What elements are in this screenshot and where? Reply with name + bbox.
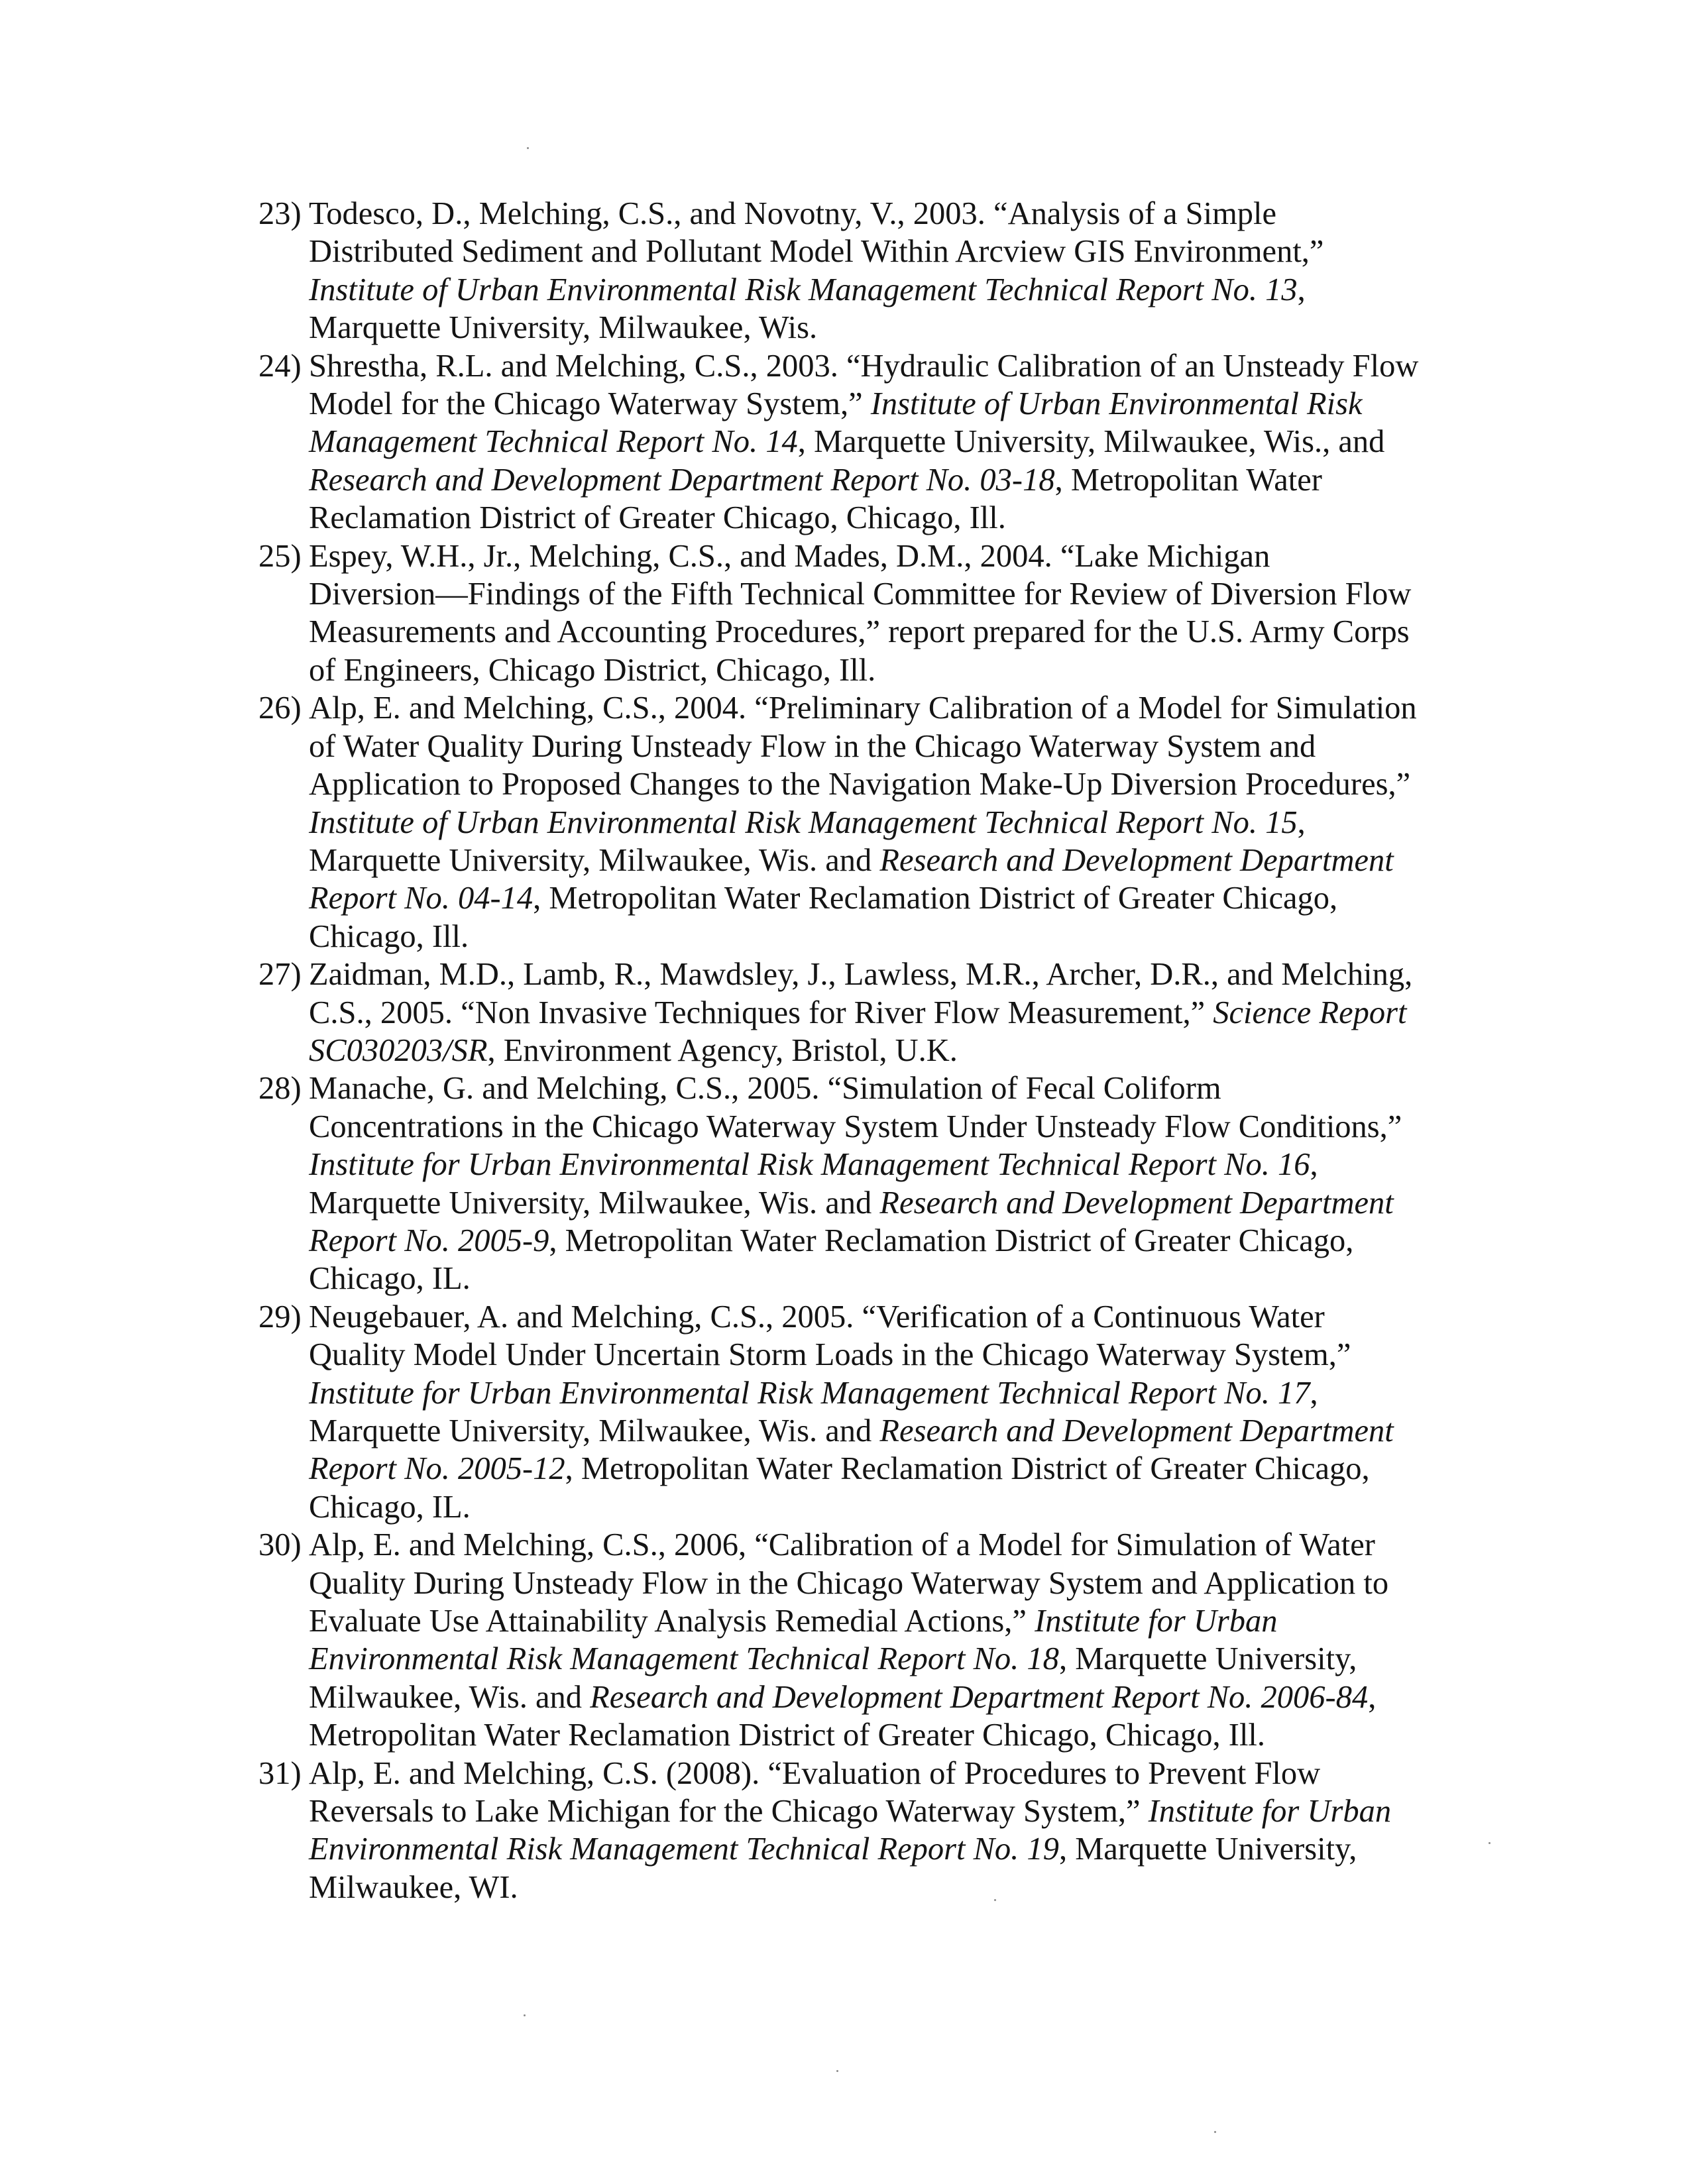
reference-entry xyxy=(258,689,1445,956)
italic-citation-segment: SC030203/SR xyxy=(309,1032,488,1068)
text-segment: Chicago, IL. xyxy=(309,1261,471,1297)
text-segment: Neugebauer, A. and Melching, C.S., 2005. “Verification of a Continuous Water xyxy=(309,1299,1325,1335)
italic-citation-segment: Research and Development Department xyxy=(879,1413,1394,1448)
reference-line xyxy=(309,994,1445,1032)
text-segment: , xyxy=(1297,272,1306,307)
text-segment: Zaidman, M.D., Lamb, R., Mawdsley, J., Lawless, M.R., Archer, D.R., and Melching, xyxy=(309,957,1413,993)
reference-line xyxy=(309,1108,1445,1146)
text-segment: Milwaukee, WI. xyxy=(309,1869,518,1905)
reference-line xyxy=(309,804,1445,842)
text-segment: , Metropolitan Water Reclamation District of Greater Chicago, xyxy=(533,881,1338,916)
reference-line xyxy=(309,1526,1445,1564)
text-segment: , Metropolitan Water Reclamation District of Greater Chicago, xyxy=(549,1223,1354,1258)
reference-entry xyxy=(258,1526,1445,1754)
reference-text xyxy=(309,1526,1445,1754)
reference-line xyxy=(309,956,1445,993)
text-segment: C.S., 2005. “Non Invasive Techniques for River Flow Measurement,” xyxy=(309,995,1213,1030)
reference-line xyxy=(309,1602,1445,1640)
reference-line xyxy=(309,461,1445,499)
reference-line xyxy=(309,499,1445,537)
reference-line xyxy=(309,1755,1445,1792)
italic-citation-segment: Environmental Risk Management Technical Report No. 19 xyxy=(309,1831,1059,1867)
text-segment: , Marquette University, Milwaukee, Wis., and xyxy=(797,424,1385,460)
text-segment: Diversion—Findings of the Fifth Technical Committee for Review of Diversion Flow xyxy=(309,576,1412,612)
text-segment: Marquette University, Milwaukee, Wis. xyxy=(309,310,818,346)
reference-line xyxy=(309,1336,1445,1374)
text-segment: Shrestha, R.L. and Melching, C.S., 2003. “Hydraulic Calibration of an Unsteady Flow xyxy=(309,348,1419,384)
italic-citation-segment: Institute for Urban Environmental Risk Management Technical Report No. 16 xyxy=(309,1147,1310,1183)
reference-line xyxy=(309,1146,1445,1183)
reference-text xyxy=(309,689,1445,956)
text-segment: Chicago, Ill. xyxy=(309,918,469,954)
text-segment: , Environment Agency, Bristol, U.K. xyxy=(487,1032,958,1068)
reference-number: 23) xyxy=(258,196,302,231)
text-segment: Marquette University, Milwaukee, Wis. and xyxy=(309,1185,880,1221)
text-segment: Alp, E. and Melching, C.S., 2004. “Preliminary Calibration of a Model for Simulation xyxy=(309,690,1417,726)
reference-number: 31) xyxy=(258,1755,302,1791)
scan-speck xyxy=(994,1899,996,1901)
reference-line xyxy=(309,1260,1445,1297)
reference-line xyxy=(309,1564,1445,1602)
text-segment: Todesco, D., Melching, C.S., and Novotny, V., 2003. “Analysis of a Simple xyxy=(309,196,1277,231)
reference-text xyxy=(309,956,1445,1069)
text-segment: , xyxy=(1368,1679,1377,1715)
reference-text xyxy=(309,537,1445,690)
reference-entry xyxy=(258,956,1445,1069)
italic-citation-segment: Institute for Urban xyxy=(1035,1604,1278,1639)
text-segment: Distributed Sediment and Pollutant Model Within Arcview GIS Environment,” xyxy=(309,234,1324,270)
reference-line xyxy=(309,233,1445,270)
reference-line xyxy=(309,728,1445,765)
reference-line xyxy=(309,842,1445,879)
reference-number: 29) xyxy=(258,1299,302,1335)
reference-entry xyxy=(258,1298,1445,1526)
text-segment: Reversals to Lake Michigan for the Chicago Waterway System,” xyxy=(309,1794,1149,1829)
italic-citation-segment: Research and Development Department Report No. 2006-84 xyxy=(590,1679,1369,1715)
italic-citation-segment: Report No. 04-14 xyxy=(309,881,534,916)
text-segment: Metropolitan Water Reclamation District of Greater Chicago, Chicago, Ill. xyxy=(309,1718,1266,1753)
text-segment: , xyxy=(1310,1375,1318,1411)
reference-number: 28) xyxy=(258,1071,302,1107)
scan-speck xyxy=(1489,1842,1491,1844)
reference-line xyxy=(309,651,1445,689)
reference-line xyxy=(309,1488,1445,1526)
reference-line xyxy=(309,1640,1445,1678)
scan-speck xyxy=(836,2070,838,2072)
reference-number: 27) xyxy=(258,957,302,993)
reference-line xyxy=(309,1830,1445,1868)
reference-line xyxy=(309,1184,1445,1222)
reference-text xyxy=(309,1298,1445,1526)
reference-line xyxy=(309,1032,1445,1069)
reference-line xyxy=(309,1374,1445,1412)
italic-citation-segment: Environmental Risk Management Technical Report No. 18 xyxy=(309,1641,1059,1677)
reference-number: 25) xyxy=(258,538,302,574)
reference-number: 24) xyxy=(258,348,302,384)
reference-text xyxy=(309,1069,1445,1297)
italic-citation-segment: Research and Development Department xyxy=(879,1185,1394,1221)
reference-line xyxy=(309,918,1445,956)
reference-text xyxy=(309,195,1445,347)
reference-line xyxy=(309,575,1445,613)
italic-citation-segment: Institute for Urban xyxy=(1148,1794,1392,1829)
text-segment: , Metropolitan Water xyxy=(1054,462,1322,498)
text-segment: Evaluate Use Attainability Analysis Remedial Actions,” xyxy=(309,1604,1035,1639)
reference-line xyxy=(309,1412,1445,1450)
reference-line xyxy=(309,537,1445,575)
text-segment: Quality Model Under Uncertain Storm Loads in the Chicago Waterway System,” xyxy=(309,1337,1351,1373)
text-segment: of Water Quality During Unsteady Flow in the Chicago Waterway System and xyxy=(309,728,1316,764)
text-segment: Alp, E. and Melching, C.S., 2006, “Calibration of a Model for Simulation of Water xyxy=(309,1527,1375,1563)
reference-line xyxy=(309,765,1445,803)
reference-entry xyxy=(258,195,1445,347)
text-segment: Application to Proposed Changes to the Navigation Make-Up Diversion Procedures,” xyxy=(309,767,1411,802)
reference-text xyxy=(309,347,1445,537)
scan-speck xyxy=(524,2014,526,2016)
text-segment: Quality During Unsteady Flow in the Chicago Waterway System and Application to xyxy=(309,1565,1389,1601)
italic-citation-segment: Research and Development Department Report No. 03-18 xyxy=(309,462,1055,498)
reference-line xyxy=(309,1869,1445,1906)
italic-citation-segment: Institute for Urban Environmental Risk Management Technical Report No. 17 xyxy=(309,1375,1310,1411)
text-segment: , Marquette University, xyxy=(1058,1831,1357,1867)
italic-citation-segment: Report No. 2005-9 xyxy=(309,1223,549,1258)
reference-line xyxy=(309,309,1445,347)
text-segment: Model for the Chicago Waterway System,” xyxy=(309,386,871,422)
text-segment: of Engineers, Chicago District, Chicago, Ill. xyxy=(309,652,876,688)
text-segment: Reclamation District of Greater Chicago, Chicago, Ill. xyxy=(309,500,1006,536)
text-segment: Marquette University, Milwaukee, Wis. and xyxy=(309,842,880,878)
text-segment: , xyxy=(1297,804,1306,840)
reference-line xyxy=(309,1678,1445,1716)
text-segment: Concentrations in the Chicago Waterway System Under Unsteady Flow Conditions,” xyxy=(309,1109,1402,1144)
italic-citation-segment: Institute of Urban Environmental Risk Management Technical Report No. 15 xyxy=(309,804,1298,840)
reference-text xyxy=(309,1755,1445,1907)
reference-list xyxy=(258,195,1445,1906)
reference-line xyxy=(309,347,1445,385)
reference-line xyxy=(309,423,1445,461)
scan-speck xyxy=(1214,2131,1216,2133)
reference-entry xyxy=(258,347,1445,537)
scan-speck xyxy=(527,147,529,149)
reference-line xyxy=(309,1222,1445,1260)
reference-line xyxy=(309,195,1445,233)
reference-line xyxy=(309,879,1445,917)
reference-line xyxy=(309,271,1445,309)
reference-line xyxy=(309,1792,1445,1830)
reference-line xyxy=(309,1069,1445,1107)
italic-citation-segment: Research and Development Department xyxy=(879,842,1394,878)
text-segment: Alp, E. and Melching, C.S. (2008). “Evaluation of Procedures to Prevent Flow xyxy=(309,1755,1321,1791)
reference-entry xyxy=(258,1755,1445,1907)
reference-line xyxy=(309,613,1445,651)
text-segment: Manache, G. and Melching, C.S., 2005. “Simulation of Fecal Coliform xyxy=(309,1071,1221,1107)
reference-line xyxy=(309,1716,1445,1754)
text-segment: Espey, W.H., Jr., Melching, C.S., and Mades, D.M., 2004. “Lake Michigan xyxy=(309,538,1270,574)
text-segment: Measurements and Accounting Procedures,” report prepared for the U.S. Army Corps xyxy=(309,614,1410,650)
text-segment: Marquette University, Milwaukee, Wis. and xyxy=(309,1413,880,1448)
reference-entry xyxy=(258,1069,1445,1297)
reference-number: 30) xyxy=(258,1527,302,1563)
text-segment: Milwaukee, Wis. and xyxy=(309,1679,591,1715)
text-segment: , Marquette University, xyxy=(1058,1641,1357,1677)
reference-number: 26) xyxy=(258,690,302,726)
italic-citation-segment: Science Report xyxy=(1213,995,1407,1030)
italic-citation-segment: Institute of Urban Environmental Risk xyxy=(870,386,1363,422)
italic-citation-segment: Management Technical Report No. 14 xyxy=(309,424,798,460)
reference-line xyxy=(309,1450,1445,1488)
italic-citation-segment: Report No. 2005-12 xyxy=(309,1451,565,1487)
italic-citation-segment: Institute of Urban Environmental Risk Management Technical Report No. 13 xyxy=(309,272,1298,307)
reference-line xyxy=(309,385,1445,423)
text-segment: , xyxy=(1310,1147,1318,1183)
reference-entry xyxy=(258,537,1445,690)
reference-line xyxy=(309,1298,1445,1336)
reference-line xyxy=(309,689,1445,727)
text-segment: Chicago, IL. xyxy=(309,1489,471,1525)
text-segment: , Metropolitan Water Reclamation District of Greater Chicago, xyxy=(565,1451,1370,1487)
